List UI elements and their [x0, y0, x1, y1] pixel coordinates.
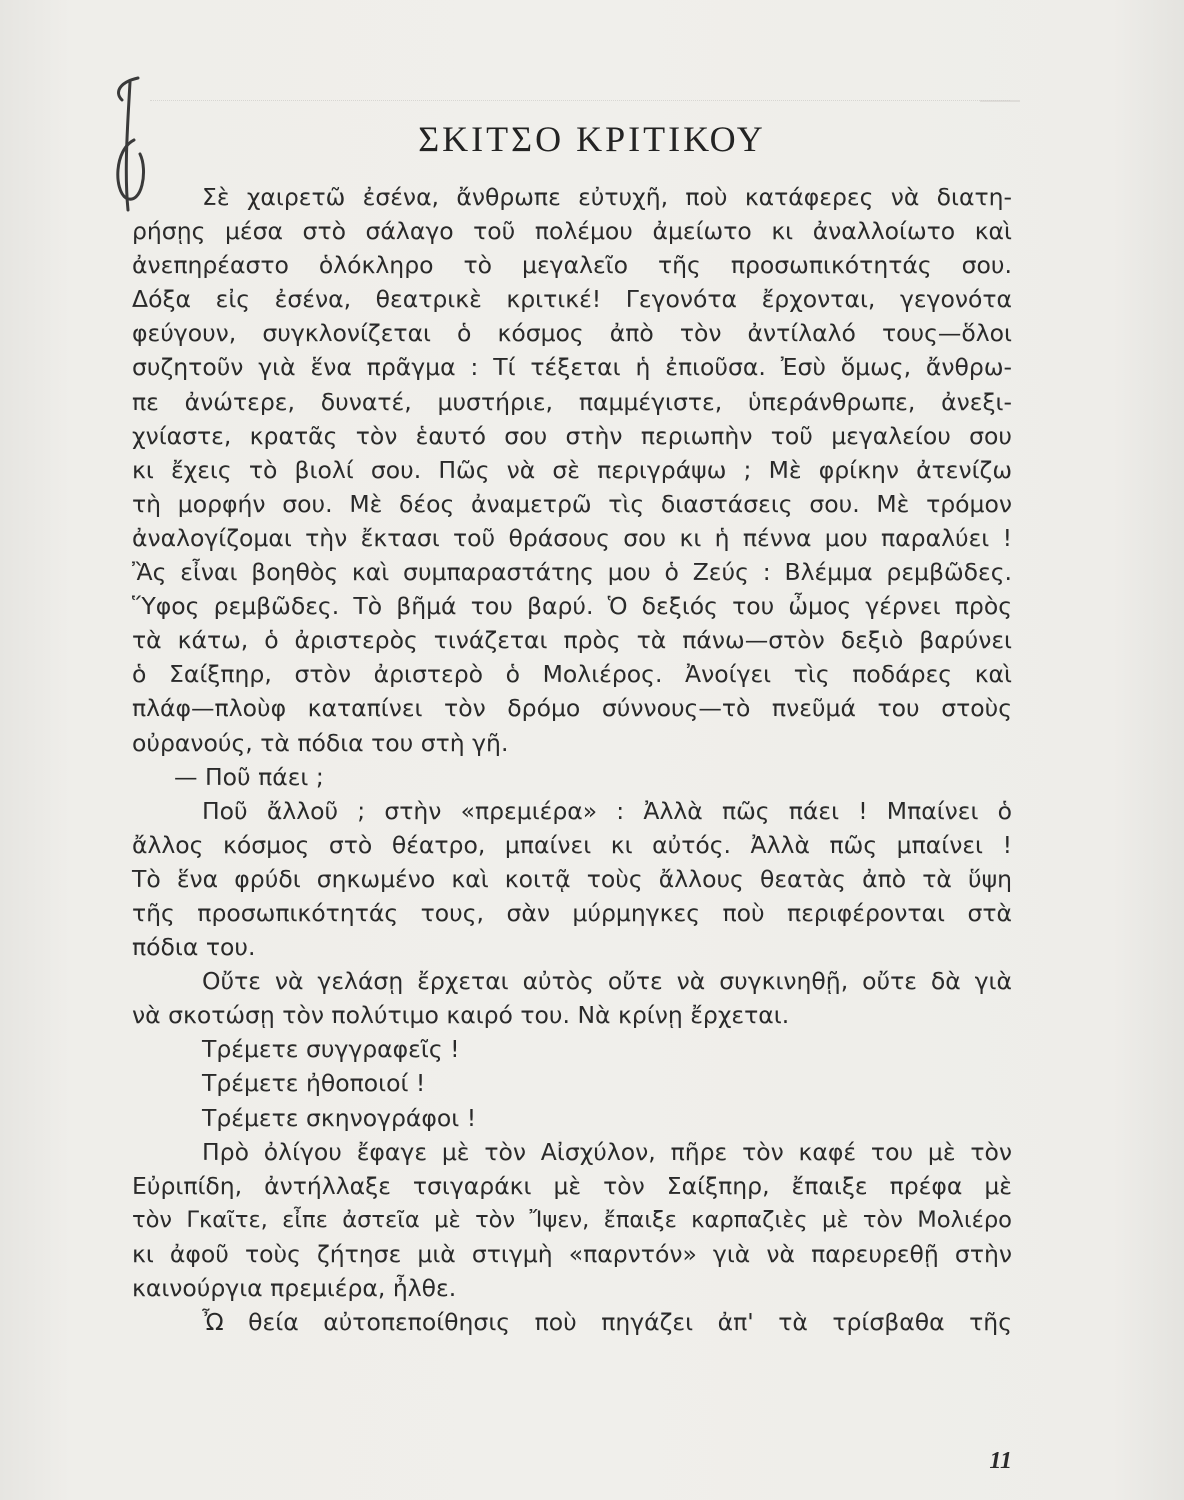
text-line: ὁ Σαίξπηρ, στὸν ἀριστερὸ ὁ Μολιέρος. Ἀνοίγει τὶς ποδάρες καὶ	[132, 660, 1012, 689]
text-line: ἀνεπηρέαστο ὁλόκληρο τὸ μεγαλεῖο τῆς προσωπικότητάς σου.	[132, 251, 1012, 280]
text-line: Ὕφος ρεμβῶδες. Τὸ βῆμά του βαρύ. Ὁ δεξιός του ὦμος γέρνει πρὸς	[132, 592, 1012, 621]
text-line: καινούργια πρεμιέρα, ἦλθε.	[132, 1274, 457, 1302]
text-line: πλάφ—πλοὺφ καταπίνει τὸν δρόμο σύννους—τὸ πνεῦμά του στοὺς	[132, 694, 1012, 723]
text-line: κι ἔχεις τὸ βιολί σου. Πῶς νὰ σὲ περιγράψω ; Μὲ φρίκην ἀτενίζω	[132, 455, 1012, 484]
text-line: τὰ κάτω, ὁ ἀριστερὸς τινάζεται πρὸς τὰ πάνω—στὸν δεξιὸ βαρύνει	[132, 626, 1012, 655]
text-line: οὐρανούς, τὰ πόδια του στὴ γῆ.	[132, 728, 509, 757]
text-line: τῆς προσωπικότητάς τους, σὰν μύρμηγκες ποὺ περιφέρονται στὰ	[132, 898, 1012, 927]
text-line: Πρὸ ὀλίγου ἔφαγε μὲ τὸν Αἰσχύλον, πῆρε τὸν καφέ του μὲ τὸν	[202, 1137, 1012, 1166]
text-line: Τρέμετε συγγραφεῖς !	[202, 1035, 460, 1064]
text-line: Τρέμετε σκηνογράφοι !	[202, 1103, 477, 1132]
article-body	[132, 180, 1012, 1339]
text-line: τὸν Γκαῖτε, εἶπε ἀστεῖα μὲ τὸν Ἴψεν, ἔπαιξε καρπαζιὲς μὲ τὸν Μολιέρο	[132, 1206, 1012, 1233]
text-line: ρήσῃς μέσα στὸ σάλαγο τοῦ πολέμου ἀμείωτο κι ἀναλλοίωτο καὶ	[132, 217, 1012, 246]
text-line: πόδια του.	[132, 933, 256, 962]
text-line: — Ποῦ πάει ;	[174, 762, 324, 791]
text-line: Τὸ ἕνα φρύδι σηκωμένο καὶ κοιτᾷ τοὺς ἄλλους θεατὰς ἀπὸ τὰ ὕψη	[132, 864, 1012, 893]
text-line: Ὦ θεία αὐτοπεποίθησις ποὺ πηγάζει ἀπ' τὰ τρίσβαθα τῆς	[202, 1308, 1012, 1337]
text-line: Οὔτε νὰ γελάσῃ ἔρχεται αὐτὸς οὔτε νὰ συγκινηθῇ, οὔτε δὰ γιὰ	[202, 967, 1012, 996]
text-line: τὴ μορφήν σου. Μὲ δέος ἀναμετρῶ τὶς διαστάσεις σου. Μὲ τρόμον	[132, 489, 1012, 518]
text-line: φεύγουν, συγκλονίζεται ὁ κόσμος ἀπὸ τὸν ἀντίλαλό τους—ὅλοι	[132, 319, 1012, 348]
article-title: ΣΚΙΤΣΟ ΚΡΙΤΙΚΟΥ	[418, 119, 766, 159]
text-line: κι ἀφοῦ τοὺς ζήτησε μιὰ στιγμὴ «παρντόν» γιὰ νὰ παρευρεθῇ στὴν	[132, 1239, 1012, 1268]
text-line: ἀναλογίζομαι τὴν ἔκτασι τοῦ θράσους σου κι ἡ πέννα μου παραλύει !	[132, 523, 1012, 552]
text-line: Ἂς εἶναι βοηθὸς καὶ συμπαραστάτης μου ὁ Ζεύς : Βλέμμα ρεμβῶδες.	[132, 558, 1012, 587]
text-line: πε ἀνώτερε, δυνατέ, μυστήριε, παμμέγιστε, ὑπεράνθρωπε, ἀνεξι-	[132, 387, 1012, 416]
text-line: χνίαστε, κρατᾶς τὸν ἑαυτό σου στὴν περιωπὴν τοῦ μεγαλείου σου	[132, 421, 1012, 450]
text-line: νὰ σκοτώσῃ τὸν πολύτιμο καιρό του. Νὰ κρίνῃ ἔρχεται.	[132, 1001, 790, 1030]
text-line: συζητοῦν γιὰ ἕνα πρᾶγμα : Τί τέξεται ἡ ἐπιοῦσα. Ἐσὺ ὅμως, ἄνθρω-	[132, 353, 1012, 382]
show-through-texture	[150, 86, 1010, 101]
text-line: Δόξα εἰς ἐσένα, θεατρικὲ κριτικέ! Γεγονότα ἔρχονται, γεγονότα	[132, 285, 1012, 314]
text-line: Ποῦ ἄλλοῦ ; στὴν «πρεμιέρα» : Ἀλλὰ πῶς πάει ! Μπαίνει ὁ	[202, 796, 1012, 825]
text-line: Σὲ χαιρετῶ ἐσένα, ἄνθρωπε εὐτυχῆ, ποὺ κατάφερες νὰ διατη-	[202, 183, 1012, 211]
page-number: 11	[989, 1448, 1012, 1474]
text-line: Εὐριπίδη, ἀντήλλαξε τσιγαράκι μὲ τὸν Σαίξπηρ, ἔπαιξε πρέφα μὲ	[132, 1171, 1012, 1200]
text-line: ἄλλος κόσμος στὸ θέατρο, μπαίνει κι αὐτός. Ἀλλὰ πῶς μπαίνει !	[132, 830, 1012, 859]
text-line: Τρέμετε ἠθοποιοί !	[202, 1069, 426, 1098]
show-through-texture	[980, 80, 1020, 102]
